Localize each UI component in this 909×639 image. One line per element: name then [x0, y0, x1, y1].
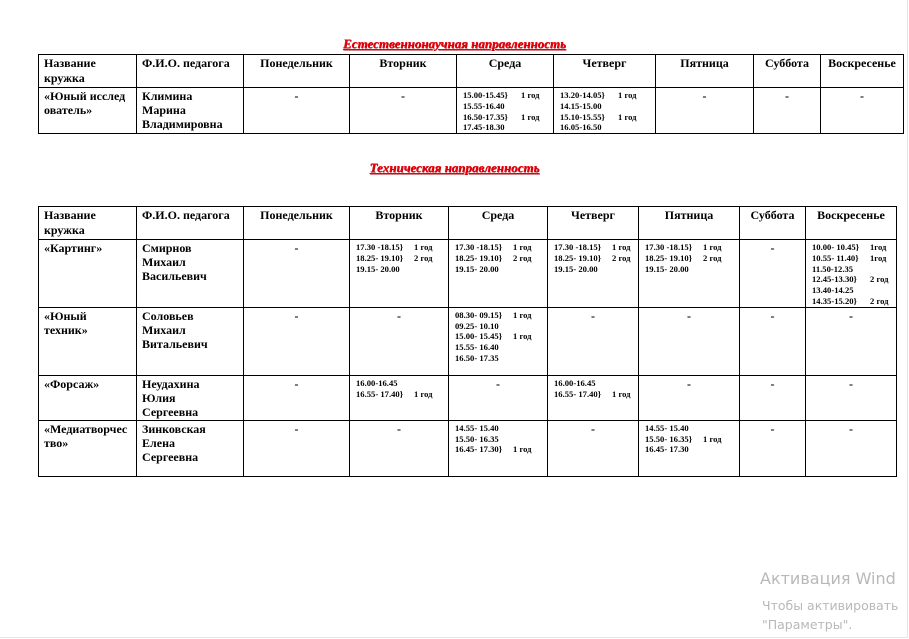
teacher-name-part: Сергеевна	[142, 449, 199, 464]
brace-icon: }	[688, 252, 693, 263]
schedule-empty: -	[740, 240, 806, 308]
windows-activation-title: Активация Wind	[760, 569, 896, 588]
time-range: 19.15- 20.00	[455, 263, 499, 274]
time-slot	[812, 285, 894, 296]
group-year: 1 год	[414, 388, 433, 399]
schedule-table-natural-science	[38, 54, 904, 134]
schedule-cell	[639, 240, 740, 308]
time-slot	[356, 264, 446, 275]
schedule-cell	[350, 375, 449, 420]
schedule-empty: -	[548, 420, 639, 476]
time-slot	[463, 112, 551, 123]
group-year: 1 год	[513, 331, 532, 342]
time-slot	[560, 112, 653, 123]
time-range: 17.30 -18.15	[645, 242, 689, 252]
schedule-cell	[548, 375, 639, 420]
teacher-name-part: Владимировна	[142, 117, 223, 131]
section-title-natural-science: Естественнонаучная направленность	[343, 36, 566, 51]
windows-activation-text	[762, 596, 898, 634]
group-year: 1год	[870, 242, 887, 252]
brace-icon: }	[399, 252, 404, 263]
schedule-empty: -	[639, 307, 740, 375]
group-year: 1 год	[513, 444, 532, 455]
time-slot	[812, 253, 894, 264]
time-slot	[455, 310, 545, 321]
time-range: 19.15- 20.00	[645, 263, 689, 274]
time-slot	[645, 253, 737, 264]
schedule-empty: -	[656, 88, 754, 134]
column-header: Вторник	[350, 207, 449, 240]
time-range: 17.45-18.30	[463, 122, 505, 133]
teacher-name	[137, 307, 244, 375]
time-range: 15.00- 15.45	[455, 331, 499, 342]
teacher-name-part: Соловьев	[142, 308, 194, 323]
time-slot	[455, 331, 545, 342]
time-range: 18.25- 19.10	[554, 252, 598, 263]
time-slot	[356, 378, 446, 389]
schedule-empty: -	[350, 88, 457, 134]
group-year: 1 год	[703, 433, 722, 444]
schedule-empty: -	[244, 240, 350, 308]
time-slot	[812, 296, 894, 307]
schedule-empty: -	[350, 307, 449, 375]
schedule-cell	[350, 240, 449, 308]
brace-icon: }	[498, 252, 503, 263]
time-slot	[560, 90, 653, 101]
schedule-cell	[449, 307, 548, 375]
group-year: 2 год	[870, 295, 889, 306]
brace-icon: }	[855, 252, 859, 263]
header-row	[39, 207, 897, 240]
schedule-empty: -	[740, 307, 806, 375]
teacher-name-part: Юлия	[142, 390, 176, 405]
teacher-name-part: Витальевич	[142, 336, 208, 351]
brace-icon: }	[498, 444, 503, 455]
table-row	[39, 240, 897, 308]
time-range: 10.55- 11.40	[812, 252, 856, 263]
schedule-empty: -	[449, 375, 548, 420]
time-range: 16.55- 17.40	[554, 388, 598, 399]
time-range: 15.50- 16.35	[645, 433, 689, 444]
group-year: 1 год	[414, 242, 433, 252]
schedule-cell	[449, 420, 548, 476]
time-slot	[645, 264, 737, 275]
table-row	[39, 88, 904, 134]
time-slot	[455, 353, 545, 364]
time-range: 16.00-16.45	[554, 377, 596, 388]
column-header: Суббота	[740, 207, 806, 240]
teacher-name-part: Неудахина	[142, 376, 200, 391]
time-range: 13.40-14.25	[812, 285, 854, 296]
schedule-empty: -	[548, 307, 639, 375]
brace-icon: }	[597, 252, 602, 263]
group-year: 1 год	[612, 242, 631, 252]
teacher-name-part: Михаил	[142, 255, 186, 269]
time-range: 15.55- 16.40	[455, 342, 499, 353]
club-name: «Юный исследователь»	[39, 88, 137, 134]
time-range: 19.15- 20.00	[356, 263, 400, 274]
time-range: 18.25- 19.10	[455, 252, 499, 263]
column-header: Суббота	[754, 55, 821, 88]
group-year: 2 год	[414, 252, 433, 263]
table-row	[39, 375, 897, 420]
group-year: 1год	[870, 252, 887, 263]
teacher-name	[137, 88, 244, 134]
brace-icon: }	[498, 242, 503, 252]
group-year: 1 год	[513, 242, 532, 252]
time-range: 15.10-15.55	[560, 111, 602, 122]
time-slot	[554, 242, 636, 253]
time-range: 15.50- 16.35	[455, 433, 499, 444]
group-year: 1 год	[612, 388, 631, 399]
time-range: 15.00-15.45	[463, 90, 505, 100]
time-slot	[455, 444, 545, 455]
teacher-name-part: Васильевич	[142, 269, 207, 283]
time-slot	[812, 274, 894, 285]
schedule-empty: -	[754, 88, 821, 134]
time-slot	[812, 264, 894, 275]
schedule-empty: -	[806, 375, 897, 420]
column-header: Четверг	[554, 55, 656, 88]
brace-icon: }	[399, 242, 404, 252]
column-header: Ф.И.О. педагога	[137, 207, 244, 240]
time-range: 16.50-17.35	[463, 111, 505, 122]
time-range: 16.55- 17.40	[356, 388, 400, 399]
time-range: 16.45- 17.30	[455, 444, 499, 455]
time-slot	[455, 434, 545, 445]
teacher-name-part: Елена	[142, 435, 175, 450]
section-title-technical: Техническая направленность	[369, 160, 540, 175]
brace-icon: }	[597, 388, 602, 399]
windows-activation-line: Чтобы активировать	[762, 598, 899, 613]
column-header: Пятница	[656, 55, 754, 88]
time-slot	[455, 253, 545, 264]
group-year: 1 год	[703, 242, 722, 252]
time-slot	[554, 253, 636, 264]
teacher-name-part: Михаил	[142, 322, 186, 337]
teacher-name	[137, 240, 244, 308]
time-range: 11.50-12.35	[812, 263, 854, 274]
time-slot	[455, 264, 545, 275]
time-slot	[455, 423, 545, 434]
schedule-empty: -	[244, 375, 350, 420]
column-header: Воскресенье	[821, 55, 904, 88]
time-slot	[356, 242, 446, 253]
time-slot	[356, 253, 446, 264]
time-range: 18.25- 19.10	[645, 252, 689, 263]
schedule-empty: -	[244, 420, 350, 476]
time-range: 18.25- 19.10	[356, 252, 400, 263]
brace-icon: }	[855, 242, 860, 252]
club-name: «Форсаж»	[39, 375, 137, 420]
time-slot	[356, 389, 446, 400]
time-range: 16.05-16.50	[560, 122, 602, 133]
schedule-empty: -	[244, 307, 350, 375]
brace-icon: }	[504, 111, 508, 122]
time-slot	[554, 378, 636, 389]
brace-icon: }	[688, 433, 693, 444]
schedule-empty: -	[806, 307, 897, 375]
schedule-empty: -	[244, 88, 350, 134]
time-slot	[455, 242, 545, 253]
time-range: 14.55- 15.40	[645, 422, 689, 433]
group-year: 2 год	[870, 274, 889, 285]
schedule-table-technical	[38, 206, 897, 477]
time-range: 17.30 -18.15	[455, 242, 499, 252]
brace-icon: }	[504, 90, 508, 100]
club-name: «Картинг»	[39, 240, 137, 308]
time-slot	[463, 122, 551, 133]
schedule-empty: -	[639, 375, 740, 420]
teacher-name-part: Зинковская	[142, 421, 206, 436]
group-year: 2 год	[612, 252, 631, 263]
group-year: 1 год	[521, 90, 540, 100]
schedule-empty: -	[350, 420, 449, 476]
table-row	[39, 307, 897, 375]
brace-icon: }	[688, 242, 693, 252]
brace-icon: }	[853, 274, 857, 285]
schedule-cell	[806, 240, 897, 308]
group-year: 2 год	[703, 252, 722, 263]
time-slot	[455, 321, 545, 332]
group-year: 1 год	[513, 309, 532, 320]
time-range: 19.15- 20.00	[554, 263, 598, 274]
time-slot	[645, 434, 737, 445]
column-header: Среда	[457, 55, 554, 88]
brace-icon: }	[498, 309, 503, 320]
time-slot	[463, 101, 551, 112]
time-slot	[645, 242, 737, 253]
time-range: 16.45- 17.30	[645, 444, 689, 455]
brace-icon: }	[601, 90, 605, 100]
time-range: 17.30 -18.15	[356, 242, 400, 252]
header-row	[39, 55, 904, 88]
schedule-cell	[639, 420, 740, 476]
time-slot	[560, 122, 653, 133]
time-slot	[554, 389, 636, 400]
schedule-cell	[457, 88, 554, 134]
time-range: 14.55- 15.40	[455, 422, 499, 433]
column-header: Среда	[449, 207, 548, 240]
brace-icon: }	[853, 295, 857, 306]
group-year: 1 год	[521, 111, 540, 122]
column-header: Вторник	[350, 55, 457, 88]
brace-icon: }	[597, 242, 602, 252]
teacher-name-part: Климина	[142, 89, 193, 103]
time-range: 08.30- 09.15	[455, 309, 499, 320]
time-range: 14.35-15.20	[812, 295, 854, 306]
time-slot	[645, 423, 737, 434]
teacher-name-part: Марина	[142, 103, 186, 117]
schedule-cell	[449, 240, 548, 308]
time-range: 09.25- 10.10	[455, 320, 499, 331]
time-range: 16.50- 17.35	[455, 352, 499, 363]
time-slot	[560, 101, 653, 112]
time-range: 15.55-16.40	[463, 100, 505, 111]
group-year: 2 год	[513, 252, 532, 263]
club-name: «Медиатворчество»	[39, 420, 137, 476]
schedule-cell	[548, 240, 639, 308]
schedule-cell	[554, 88, 656, 134]
time-slot	[812, 242, 894, 253]
time-slot	[463, 90, 551, 101]
column-header: Пятница	[639, 207, 740, 240]
club-name: «Юный техник»	[39, 307, 137, 375]
column-header: Название кружка	[39, 207, 137, 240]
time-range: 17.30 -18.15	[554, 242, 598, 252]
brace-icon: }	[399, 388, 404, 399]
group-year: 1 год	[618, 90, 637, 100]
column-header: Ф.И.О. педагога	[137, 55, 244, 88]
brace-icon: }	[498, 331, 503, 342]
time-range: 14.15-15.00	[560, 100, 602, 111]
column-header: Четверг	[548, 207, 639, 240]
schedule-empty: -	[806, 420, 897, 476]
windows-activation-line: "Параметры".	[762, 617, 853, 632]
column-header: Понедельник	[244, 55, 350, 88]
table-row	[39, 420, 897, 476]
column-header: Название кружка	[39, 55, 137, 88]
schedule-empty: -	[740, 375, 806, 420]
teacher-name-part: Смирнов	[142, 241, 192, 255]
column-header: Воскресенье	[806, 207, 897, 240]
time-range: 13.20-14.05	[560, 90, 602, 100]
time-range: 16.00-16.45	[356, 377, 398, 388]
time-range: 12.45-13.30	[812, 274, 854, 285]
teacher-name-part: Сергеевна	[142, 404, 199, 419]
group-year: 1 год	[618, 111, 637, 122]
brace-icon: }	[601, 111, 605, 122]
schedule-empty: -	[740, 420, 806, 476]
time-slot	[645, 444, 737, 455]
teacher-name	[137, 375, 244, 420]
time-slot	[455, 342, 545, 353]
column-header: Понедельник	[244, 207, 350, 240]
schedule-empty: -	[821, 88, 904, 134]
teacher-name	[137, 420, 244, 476]
time-range: 10.00- 10.45	[812, 242, 856, 252]
time-slot	[554, 264, 636, 275]
